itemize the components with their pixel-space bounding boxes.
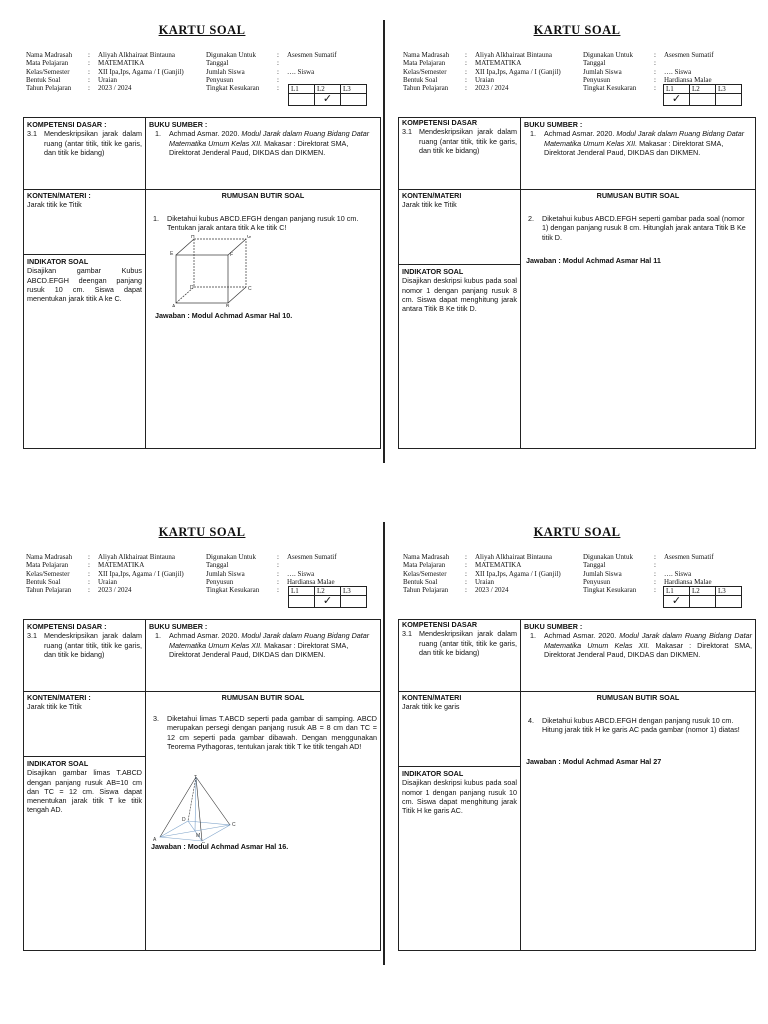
label-G: G	[247, 235, 251, 240]
kartu-soal-card-1	[23, 5, 381, 445]
buku-sumber: BUKU SUMBER : 1. Achmad Asmar. 2020. Modul Jarak dalam Ruang Bidang Datar Matematika Umum Kelas XII. Makasar : Direktorat SMA, Direktorat Jenderal Paud, DIKDAS dan DIKMEN.	[524, 622, 752, 659]
label-H: H	[191, 235, 195, 240]
label-T: T	[194, 775, 198, 781]
card-meta-right: Digunakan Untuk : Asesmen Sumatif Tanggal : Jumlah Siswa : …. Siswa Penyusun : Hardiansa Malae Tingkat Kesukaran :	[583, 553, 714, 595]
difficulty-level-table: L1 L2 L3 ✓	[288, 586, 367, 608]
card-meta-left: Nama Madrasah : Aliyah Alkhairaat Bintauna Mata Pelajaran : MATEMATIKA Kelas/Semester : XII Ipa,Ips, Agama / I (Ganjil) Bentuk Soal : Uraian Tahun Pelajaran : 2023 / 2024	[403, 553, 561, 595]
difficulty-level-table: L1 L2 L3 ✓	[288, 84, 367, 106]
right-column	[146, 118, 380, 448]
konten-materi: KONTEN/MATERI : Jarak titik ke Titik	[27, 693, 91, 712]
kompetensi-dasar: KOMPETENSI DASAR 3.1 Mendeskripsikan jarak dalam ruang (antar titik, titik ke garis, dan titik ke bidang)	[402, 118, 517, 155]
card-grid	[398, 619, 756, 951]
buku-sumber: BUKU SUMBER : 1. Achmad Asmar. 2020. Modul Jarak dalam Ruang Bidang Datar Matematika Umum Kelas XII. Makasar : Direktorat SMA, Direktorat Jenderal Paud, DIKDAS dan DIKMEN.	[149, 120, 370, 157]
soal-item: 2. Diketahui kubus ABCD.EFGH seperti gambar pada soal (nomor 1) dengan panjang rusuk 8 cm. Hitunglah jarak antara Titik B Ke titik D.	[528, 214, 746, 242]
label-M: M	[196, 833, 201, 839]
label-B: B	[226, 304, 230, 307]
card-title: KARTU SOAL	[158, 23, 246, 37]
indikator-soal: INDIKATOR SOAL Disajikan gambar limas T.ABCD dengan panjang rusuk AB=10 cm dan TC = 12 cm. Siswa dapat menentukan jarak titik T ke titik tengah AD.	[27, 759, 142, 815]
jawaban: Jawaban : Modul Achmad Asmar Hal 10.	[155, 311, 293, 320]
kompetensi-dasar: KOMPETENSI DASAR 3.1 Mendeskripsikan jarak dalam ruang (antar titik, titik ke garis, dan titik ke bidang)	[402, 620, 517, 657]
label-C: C	[232, 822, 236, 828]
kartu-soal-card-4	[398, 507, 756, 947]
soal-item: 4. Diketahui kubus ABCD.EFGH dengan panjang rusuk 10 cm. Hitung jarak titik H ke garis AC pada gambar (nomor 1) diatas!	[528, 716, 740, 735]
card-meta-left: Nama Madrasah : Aliyah Alkhairaat Bintauna Mata Pelajaran : MATEMATIKA Kelas/Semester : XII Ipa,Ips, Agama / I (Ganjil) Bentuk Soal : Uraian Tahun Pelajaran : 2023 / 2024	[26, 51, 184, 93]
card-grid	[23, 619, 381, 951]
card-meta-right: Digunakan Untuk : Asesmen Sumatif Tanggal : Jumlah Siswa : …. Siswa Penyusun : Tingkat Kesukaran :	[206, 51, 337, 93]
kartu-soal-card-2	[398, 5, 756, 445]
right-column	[521, 118, 755, 448]
card-meta-left: Nama Madrasah : Aliyah Alkhairaat Bintauna Mata Pelajaran : MATEMATIKA Kelas/Semester : XII Ipa,Ips, Agama / I (Ganjil) Bentuk Soal : Uraian Tahun Pelajaran : 2023 / 2024	[403, 51, 561, 93]
konten-materi: KONTEN/MATERI Jarak titik ke Titik	[402, 191, 462, 210]
label-E: E	[170, 251, 174, 257]
label-F: F	[230, 252, 234, 258]
pyramid-figure	[150, 775, 240, 843]
indikator-soal: INDIKATOR SOAL Disajikan deskripsi kubus pada soal nomor 1 dengan panjang rusuk 10 cm. Siswa dapat menghitung jarak Titik H ke garis AC.	[402, 769, 517, 816]
right-column	[521, 620, 755, 950]
konten-materi: KONTEN/MATERI Jarak titik ke garis	[402, 693, 462, 712]
left-column	[399, 620, 521, 950]
buku-sumber: BUKU SUMBER : 1. Achmad Asmar. 2020. Modul Jarak dalam Ruang Bidang Datar Matematika Umum Kelas XII. Makasar : Direktorat SMA, Direktorat Jenderal Paud, DIKDAS dan DIKMEN.	[524, 120, 745, 157]
card-grid	[398, 117, 756, 449]
indikator-soal: INDIKATOR SOAL Disajikan gambar Kubus ABCD.EFGH deengan panjang rusuk 10 cm. Siswa dapat menentukan jarak titik A ke C.	[27, 257, 142, 304]
jawaban: Jawaban : Modul Achmad Asmar Hal 16.	[151, 842, 289, 851]
difficulty-level-table: L1 L2 L3 ✓	[663, 84, 742, 106]
konten-materi: KONTEN/MATERI : Jarak titik ke Titik	[27, 191, 91, 210]
rumusan-title: RUMUSAN BUTIR SOAL	[596, 191, 680, 200]
rumusan-title: RUMUSAN BUTIR SOAL	[596, 693, 680, 702]
page-divider-bottom	[383, 522, 385, 965]
soal-item: 3. Diketahui limas T.ABCD seperti pada gambar di samping. ABCD merupakan persegi dengan panjang rusuk AB = 8 cm dan TC = 12 cm seperti pada gambar dibawah. Dengan menggunakan Teorema Pythagoras, tentukan jarak titik T ke titik tengah AD!	[153, 714, 377, 751]
indikator-soal: INDIKATOR SOAL Disajikan deskripsi kubus pada soal nomor 1 dengan panjang rusuk 8 cm. Siswa dapat menghitung jarak antara Titik B Ke titik D.	[402, 267, 517, 314]
check-icon: ✓	[315, 596, 341, 608]
check-icon: ✓	[664, 94, 690, 106]
card-meta-right: Digunakan Untuk : Asesmen Sumatif Tanggal : Jumlah Siswa : …. Siswa Penyusun : Hardiansa Malae Tingkat Kesukaran :	[583, 51, 714, 93]
right-column	[146, 620, 380, 950]
left-column	[399, 118, 521, 448]
card-title: KARTU SOAL	[533, 525, 621, 539]
jawaban: Jawaban : Modul Achmad Asmar Hal 27	[526, 757, 662, 766]
card-grid	[23, 117, 381, 449]
label-A: A	[172, 304, 176, 307]
label-D: D	[182, 817, 186, 823]
soal-item: 1. Diketahui kubus ABCD.EFGH dengan panjang rusuk 10 cm. Tentukan jarak antara titik A ke titik C!	[153, 214, 359, 233]
check-icon: ✓	[315, 94, 341, 106]
card-meta-right: Digunakan Untuk : Asesmen Sumatif Tanggal : Jumlah Siswa : …. Siswa Penyusun : Hardiansa Malae Tingkat Kesukaran :	[206, 553, 337, 595]
label-C: C	[248, 286, 252, 292]
kompetensi-dasar: KOMPETENSI DASAR : 3.1 Mendeskripsikan jarak dalam ruang (antar titik, titik ke garis, dan titik ke bidang)	[27, 622, 142, 659]
kompetensi-dasar: KOMPETENSI DASAR : 3.1 Mendeskripsikan jarak dalam ruang (antar titik, titik ke garis, dan titik ke bidang)	[27, 120, 142, 157]
label-A: A	[153, 837, 157, 843]
check-icon: ✓	[664, 596, 690, 608]
card-title: KARTU SOAL	[158, 525, 246, 539]
cube-figure	[166, 235, 256, 307]
rumusan-title: RUMUSAN BUTIR SOAL	[221, 693, 305, 702]
left-column	[24, 620, 146, 950]
buku-sumber: BUKU SUMBER : 1. Achmad Asmar. 2020. Modul Jarak dalam Ruang Bidang Datar Matematika Umum Kelas XII. Makasar : Direktorat SMA, Direktorat Jenderal Paud, DIKDAS dan DIKMEN.	[149, 622, 370, 659]
difficulty-level-table: L1 L2 L3 ✓	[663, 586, 742, 608]
page-divider-top	[383, 20, 385, 463]
jawaban: Jawaban : Modul Achmad Asmar Hal 11	[526, 256, 661, 265]
left-column	[24, 118, 146, 448]
label-D: D	[190, 285, 194, 291]
rumusan-title: RUMUSAN BUTIR SOAL	[221, 191, 305, 200]
card-meta-left: Nama Madrasah : Aliyah Alkhairaat Bintauna Mata Pelajaran : MATEMATIKA Kelas/Semester : XII Ipa,Ips, Agama / I (Ganjil) Bentuk Soal : Uraian Tahun Pelajaran : 2023 / 2024	[26, 553, 184, 595]
kartu-soal-card-3	[23, 507, 381, 947]
card-title: KARTU SOAL	[533, 23, 621, 37]
